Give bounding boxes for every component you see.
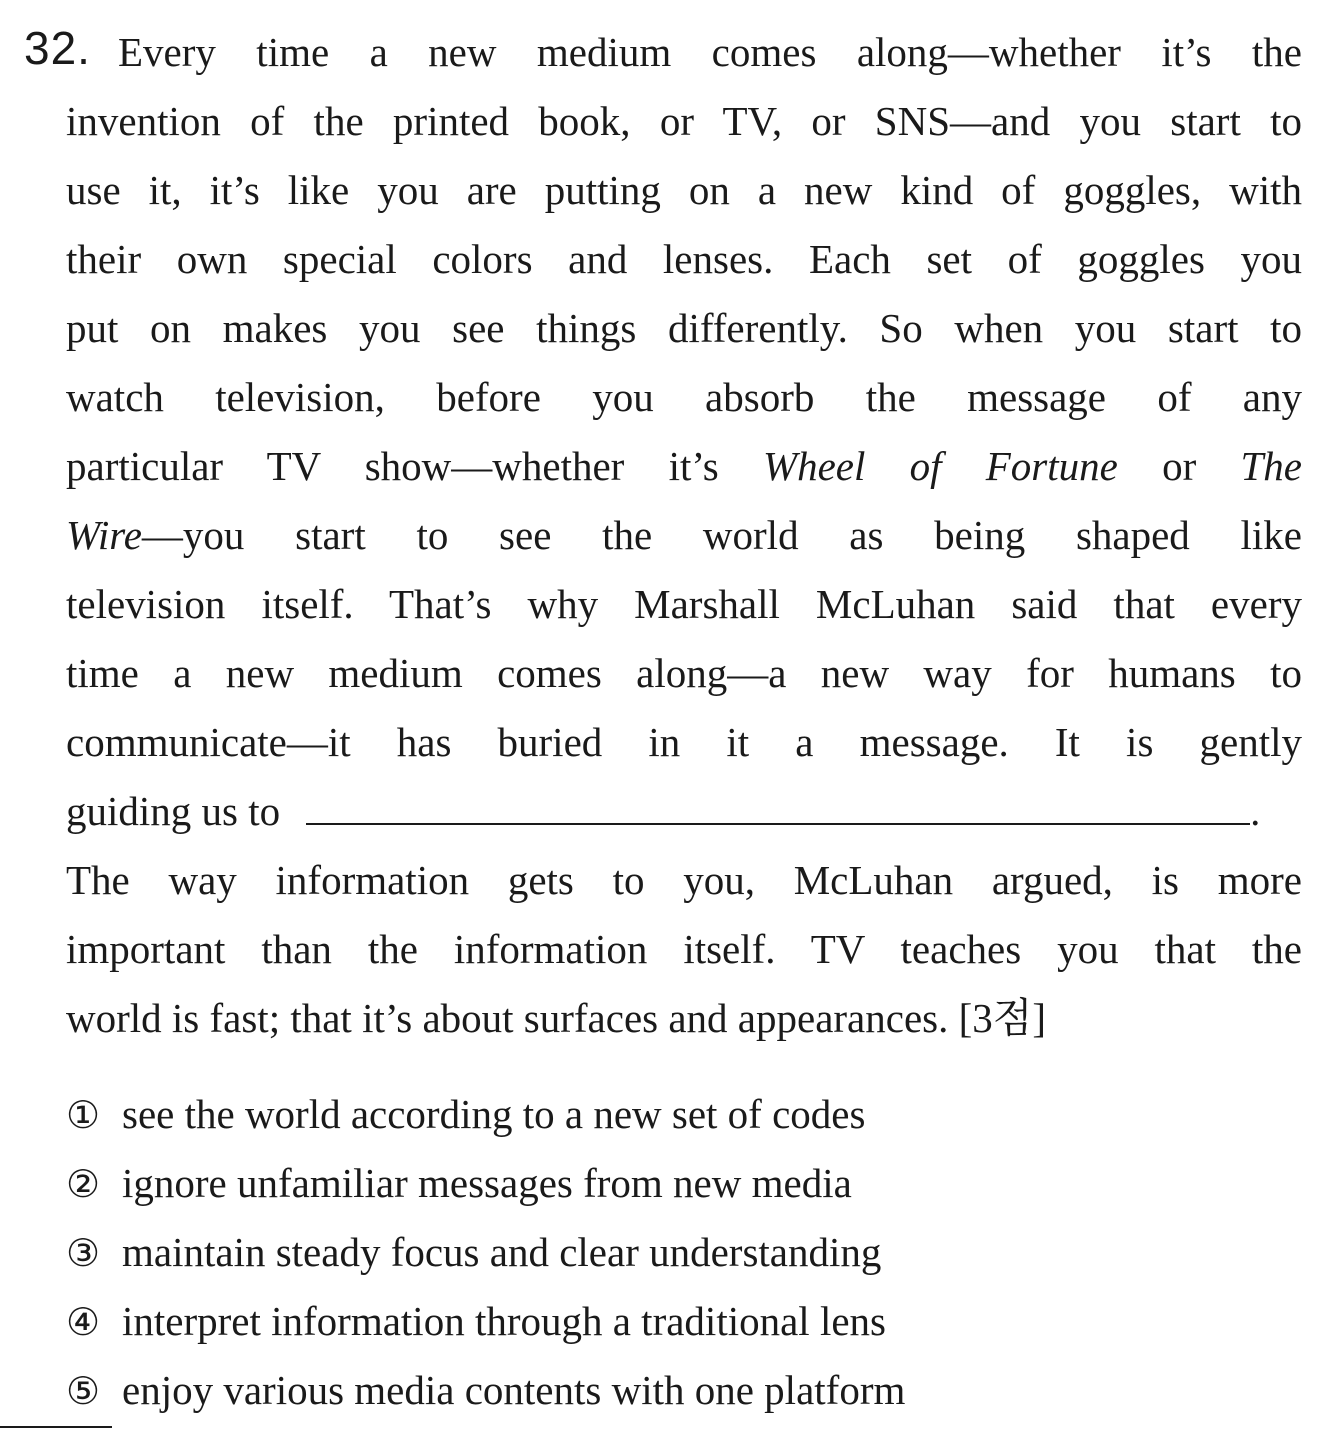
passage-text: or — [1117, 443, 1241, 489]
answer-options — [66, 1080, 1302, 1425]
passage-line-with-title — [66, 501, 1302, 570]
option-text: interpret information through a traditional lens — [122, 1298, 886, 1344]
passage-line: The way information gets to you, McLuhan argued, is more — [66, 857, 1302, 903]
option-5[interactable] — [66, 1356, 1302, 1425]
show-title-italic: The — [1240, 443, 1302, 489]
show-title-italic: Wire — [66, 512, 142, 558]
passage-text: —you start to see the world as being shaped like — [141, 512, 1302, 558]
option-text: see the world according to a new set of codes — [122, 1091, 866, 1137]
passage-line-with-titles — [66, 432, 1302, 501]
bottom-rule-divider — [0, 1426, 112, 1428]
passage-line: television itself. That’s why Marshall McLuhan said that every — [66, 581, 1302, 627]
show-title-italic: Wheel of Fortune — [762, 443, 1118, 489]
blank-line — [66, 777, 1302, 846]
option-number: ⑤ — [66, 1369, 101, 1413]
passage-line: communicate—it has buried in it a message. It is gently — [66, 719, 1302, 765]
blank-prefix: guiding us to — [66, 788, 281, 834]
option-number: ① — [66, 1093, 101, 1137]
passage-line: put on makes you see things differently. So when you start to — [66, 305, 1302, 351]
passage-line: their own special colors and lenses. Each set of goggles you — [66, 236, 1302, 282]
passage-line: use it, it’s like you are putting on a new kind of goggles, with — [66, 167, 1302, 213]
passage-line: Every time a new medium comes along—whether it’s the — [118, 29, 1302, 75]
passage-line: time a new medium comes along—a new way for humans to — [66, 650, 1302, 696]
option-number: ④ — [66, 1300, 101, 1344]
option-1[interactable] — [66, 1080, 1302, 1149]
option-text: ignore unfamiliar messages from new media — [122, 1160, 852, 1206]
option-3[interactable] — [66, 1218, 1302, 1287]
passage-line: invention of the printed book, or TV, or SNS—and you start to — [66, 98, 1302, 144]
blank-suffix: . — [1250, 788, 1261, 834]
question-number: 32. — [24, 22, 91, 74]
option-number: ② — [66, 1162, 101, 1206]
option-text: enjoy various media contents with one platform — [122, 1367, 906, 1413]
passage-line: important than the information itself. TV teaches you that the — [66, 926, 1302, 972]
passage — [66, 18, 1302, 1053]
option-number: ③ — [66, 1231, 101, 1275]
passage-line-points: world is fast; that it’s about surfaces and appearances. [3점] — [66, 995, 1047, 1041]
option-text: maintain steady focus and clear understanding — [122, 1229, 882, 1275]
passage-line: watch television, before you absorb the message of any — [66, 374, 1302, 420]
passage-text: particular TV show—whether it’s — [66, 443, 763, 489]
option-2[interactable] — [66, 1149, 1302, 1218]
option-4[interactable] — [66, 1287, 1302, 1356]
answer-blank — [306, 777, 1250, 825]
